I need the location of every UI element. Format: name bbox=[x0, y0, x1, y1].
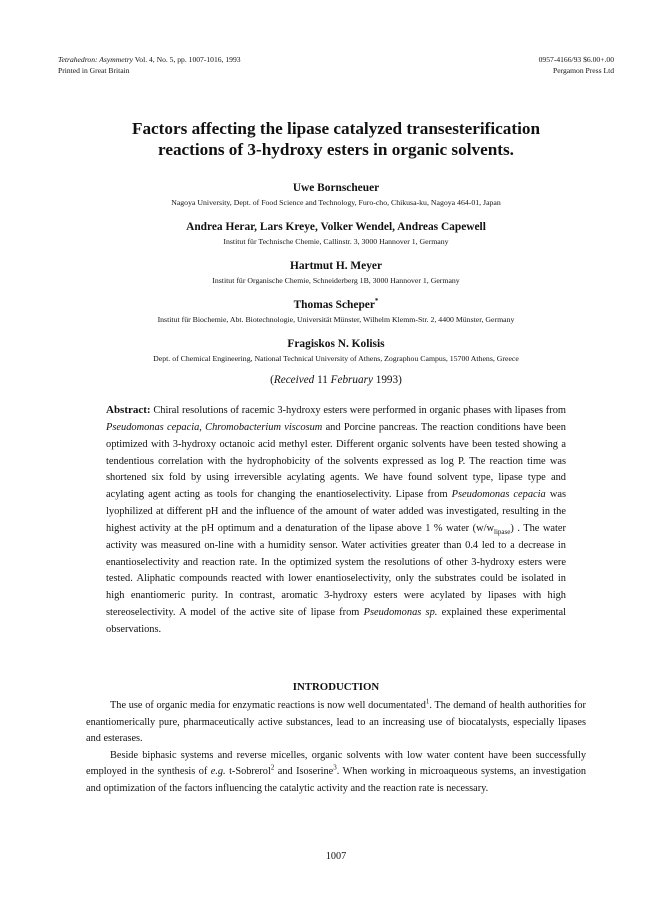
paragraph: The use of organic media for enzymatic reactions is now well documentated$^1$. The demand of health authorities for enantiomerically pure, pharmaceutically active substances, lead to an increasing use of biocatalysts, especially lipases and esterases. bbox=[86, 697, 586, 745]
author-affiliation: Dept. of Chemical Engineering, National Technical University of Athens, Zographou Campus, 15700 Athens, Greece bbox=[153, 354, 519, 363]
journal-citation: Vol. 4, No. 5, pp. 1007-1016, 1993 bbox=[133, 55, 241, 64]
abstract: Abstract: Chiral resolutions of racemic 3-hydroxy esters were performed in organic phases with lipases from Pseudomonas cepacia, Chromobacterium viscosum and Porcine pancreas. The reaction conditions have been optimized with 3-hydroxy octanoic acid methyl ester. Different organic solvents have been tested showing a tendentious correlation with the hydrophobicity of the solvents expressed as log P. The reaction time was shortened six fold by using irreversible acylating agents. We have found solvent type, lipase type and acylating agent acting as tools for changing the enantioselectivity. Lipase from Pseudomonas cepacia was lyophilized at different pH and the influence of the amount of water added was investigated, resulting in the highest activity at the pH optimum and a denaturation of the lipase above 1 % water $(w/w_{lipase})$ . The water activity was measured on-line with a humidity sensor. Water activities greater than 0.4 led to a decrease in enantioselectivity and reaction rate. In the optimized system the resolutions of other 3-hydroxy esters were tested. Aliphatic compounds reacted with lower enantioselectivity, only the substrates could be isolated in high enantiomeric purity. In contrast, aromatic 3-hydroxy esters were acylated by lipases with high stereoselectivity. A model of the active site of lipase from Pseudomonas sp. explained these experimental observations. bbox=[106, 404, 566, 635]
organism-name: Chromobacterium viscosum bbox=[205, 421, 323, 433]
reference-mark: 1 bbox=[425, 697, 430, 706]
author-names: Uwe Bornscheuer bbox=[292, 182, 380, 194]
title-line-1: Factors affecting the lipase catalyzed transesterification bbox=[131, 119, 541, 138]
reference-mark: 2 bbox=[270, 763, 275, 772]
author-affiliation: Institut für Technische Chemie, Callinstr. 3, 3000 Hannover 1, Germany bbox=[223, 237, 449, 246]
author-names bbox=[30, 297, 642, 314]
corresponding-mark: * bbox=[374, 297, 379, 306]
issn-price: 0957-4166/93 $6.00+.00 bbox=[538, 55, 614, 64]
author-affiliation: Institut für Organische Chemie, Schneiderberg 1B, 3000 Hannover 1, Germany bbox=[212, 276, 460, 285]
section-heading: INTRODUCTION bbox=[292, 681, 380, 693]
reference-mark: 3 bbox=[333, 763, 337, 772]
publisher-header bbox=[539, 54, 614, 76]
journal-name: Tetrahedron: Asymmetry bbox=[58, 55, 134, 64]
received-date: (Received 11 February 1993) bbox=[270, 374, 402, 386]
author-list bbox=[30, 180, 642, 365]
paper-title bbox=[58, 118, 614, 160]
author-affiliation: Nagoya University, Dept. of Food Science and Technology, Furo-cho, Chikusa-ku, Nagoya 464-01, Japan bbox=[171, 198, 501, 207]
title-line-2: reactions of 3-hydroxy esters in organic solvents. bbox=[158, 140, 514, 159]
organism-name: Pseudomonas sp. bbox=[363, 607, 438, 619]
page-number: 1007 bbox=[325, 851, 347, 862]
paragraph: Beside biphasic systems and reverse micelles, organic solvents with low water content have been successfully employed in the synthesis of e.g. t-Sobrerol$^2$ and Isoserine$^3$. When working in microaqueous systems, an investigation and optimization of the factors influencing the catalytic activity and the reaction rate is necessary. bbox=[86, 749, 587, 794]
author-names: Andrea Herar, Lars Kreye, Volker Wendel, Andreas Capewell bbox=[186, 221, 486, 233]
author-affiliation: Institut für Biochemie, Abt. Biotechnologie, Universität Münster, Wilhelm Klemm-Str. 2, 4400 Münster, Germany bbox=[157, 315, 515, 324]
author-names: Fragiskos N. Kolisis bbox=[287, 338, 385, 350]
corresponding-author: Thomas Scheper bbox=[293, 299, 375, 311]
organism-name: Pseudomonas cepacia bbox=[451, 489, 546, 501]
subscript: lipase bbox=[494, 527, 511, 536]
printed-in: Printed in Great Britain bbox=[58, 66, 130, 75]
organism-name: Pseudomonas cepacia bbox=[106, 421, 200, 433]
introduction-body bbox=[86, 698, 586, 798]
abstract-label: Abstract: bbox=[106, 404, 151, 416]
author-names: Hartmut H. Meyer bbox=[289, 260, 383, 272]
journal-header bbox=[58, 54, 241, 76]
publisher-name: Pergamon Press Ltd bbox=[552, 66, 614, 75]
